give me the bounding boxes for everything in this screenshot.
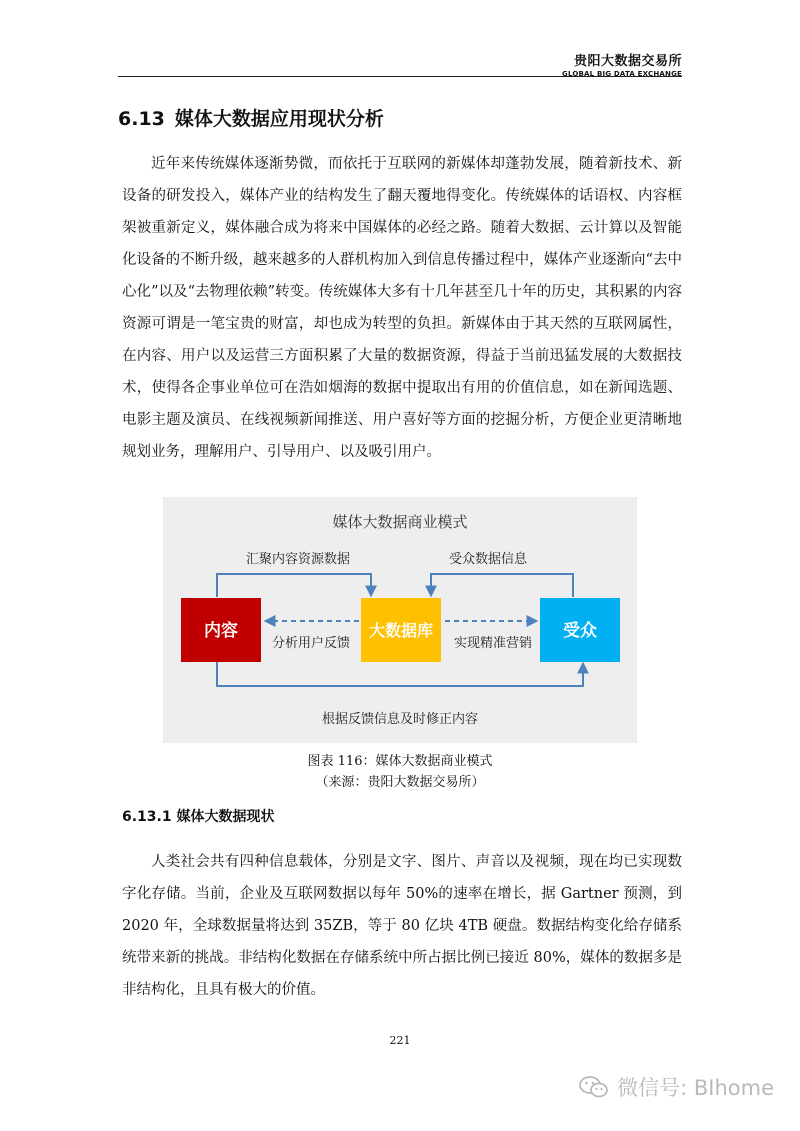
section-title-text: 媒体大数据应用现状分析 [174, 108, 384, 130]
arrow-audience-to-bigdata [431, 574, 573, 597]
brand-name-en: GLOBAL BIG DATA EXCHANGE [562, 70, 682, 78]
label-audience-data: 受众数据信息 [448, 552, 528, 567]
wechat-icon [579, 1075, 609, 1099]
page-number: 221 [389, 1034, 411, 1047]
label-analyze-feedback: 分析用户反馈 [271, 636, 351, 651]
business-model-diagram [163, 497, 637, 743]
wechat-watermark [579, 1072, 774, 1102]
arrow-content-to-bigdata [217, 574, 371, 597]
figure-caption: 图表 116：媒体大数据商业模式 [307, 754, 493, 769]
brand-name-cn: 贵阳大数据交易所 [573, 54, 682, 69]
figure-source: （来源：贵阳大数据交易所） [315, 775, 485, 790]
section-title [118, 104, 384, 131]
watermark-text: 微信号: BIhome [617, 1076, 774, 1100]
diagram-title: 媒体大数据商业模式 [332, 513, 468, 531]
status-paragraph: 人类社会共有四种信息载体，分别是文字、图片、声音以及视频，现在均已实现数字化存储。当前，企业及互联网数据以每年 50%的速率在增长，据 Gartner 预测，到 2020 年，全球数据量将达到 35ZB，等于 80 亿块 4TB 硬盘。数据结构变化给存储系统带来新的挑战。非结构化数据在存储系统中所占据比例已接近 80%，媒体的数据多是非结构化，且具有极大的价值。 [122, 854, 682, 998]
business-model-figure [163, 497, 637, 743]
label-revise-content: 根据反馈信息及时修正内容 [321, 712, 479, 727]
content-box-label: 内容 [204, 621, 238, 641]
subsection-title: 6.13.1 媒体大数据现状 [122, 809, 275, 825]
header-divider [118, 76, 682, 77]
arrow-content-to-audience [217, 662, 583, 686]
label-precision-marketing: 实现精准营销 [453, 636, 533, 651]
header-brand [562, 50, 682, 78]
bigdata-box-label: 大数据库 [368, 621, 434, 640]
section-number: 6.13 [118, 108, 165, 130]
audience-box-label: 受众 [563, 621, 597, 641]
label-collect-content-data: 汇聚内容资源数据 [245, 552, 351, 567]
intro-paragraph: 近年来传统媒体逐渐势微，而依托于互联网的新媒体却蓬勃发展，随着新技术、新设备的研发投入，媒体产业的结构发生了翻天覆地得变化。传统媒体的话语权、内容框架被重新定义，媒体融合成为将来中国媒体的必经之路。随着大数据、云计算以及智能化设备的不断升级，越来越多的人群机构加入到信息传播过程中，媒体产业逐渐向“去中心化”以及“去物理依赖”转变。传统媒体大多有十几年甚至几十年的历史，其积累的内容资源可谓是一笔宝贵的财富，却也成为转型的负担。新媒体由于其天然的互联网属性，在内容、用户以及运营三方面积累了大量的数据资源，得益于当前迅猛发展的大数据技术，使得各企事业单位可在浩如烟海的数据中提取出有用的价值信息，如在新闻选题、电影主题及演员、在线视频新闻推送、用户喜好等方面的挖掘分析，方便企业更清晰地规划业务，理解用户、引导用户、以及吸引用户。 [122, 156, 682, 460]
